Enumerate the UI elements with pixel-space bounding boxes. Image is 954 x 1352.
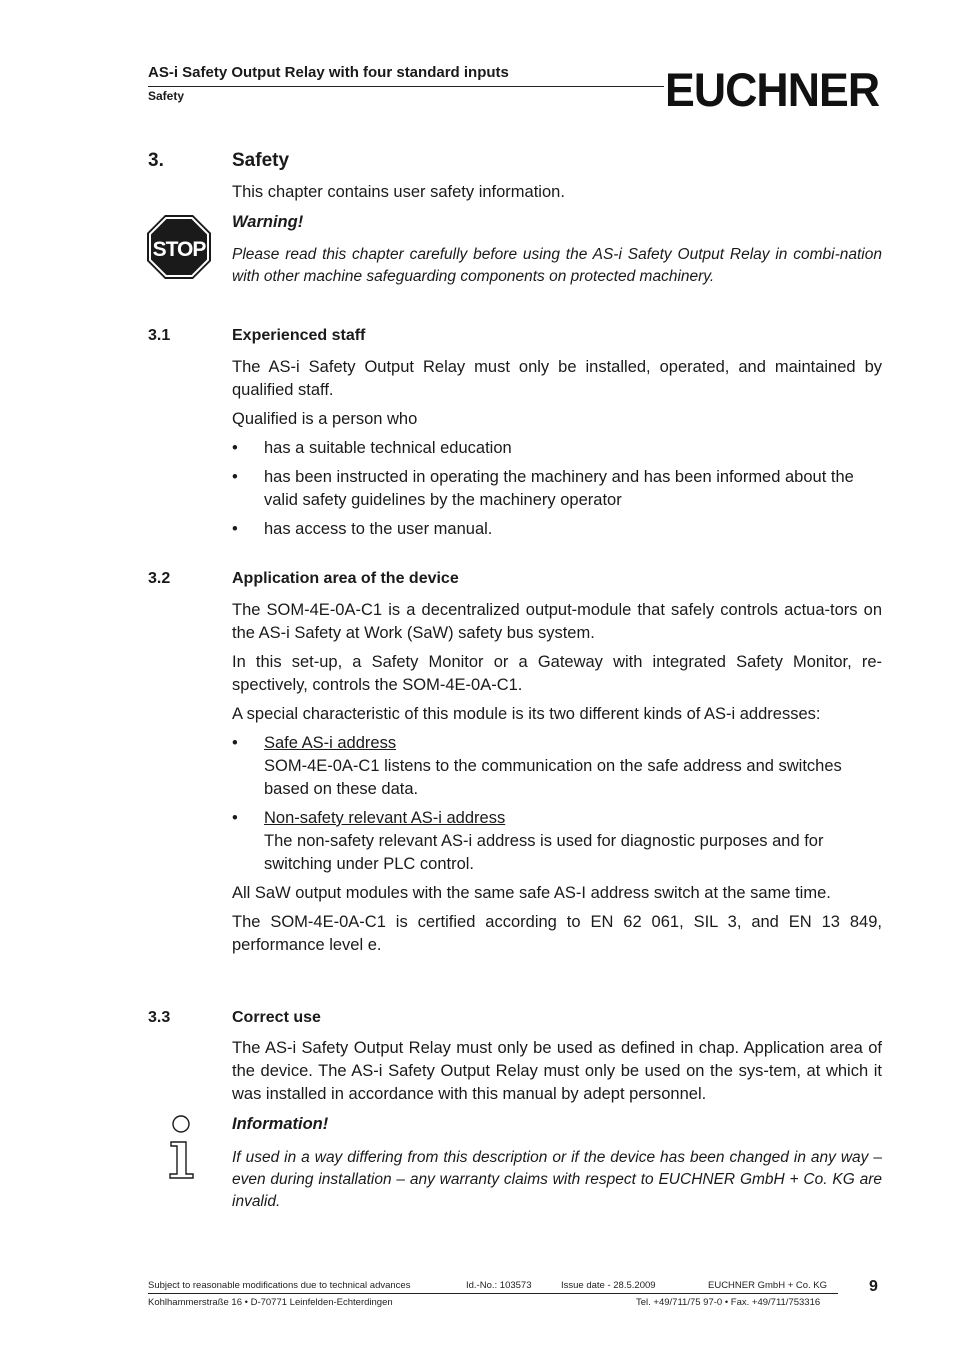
bullet-glyph: • bbox=[232, 468, 238, 486]
euchner-logo: EUCHNER bbox=[665, 63, 880, 116]
list-item bbox=[232, 518, 882, 541]
section-number: 3.3 bbox=[148, 1009, 171, 1026]
list-item bbox=[232, 437, 882, 460]
list-item-text: has been instructed in operating the machinery and has been informed about the valid safety guidelines by the machinery operator bbox=[264, 468, 854, 509]
bullet-glyph: • bbox=[232, 809, 238, 827]
header-rule bbox=[148, 86, 664, 87]
section-3-3-body bbox=[232, 1037, 882, 1112]
header-subtitle: Safety bbox=[148, 89, 185, 103]
footer-id: Id.-No.: 103573 bbox=[466, 1280, 532, 1291]
bullet-list bbox=[232, 437, 882, 541]
section-3-2-body bbox=[232, 599, 882, 963]
info-block bbox=[232, 1113, 882, 1213]
footer-disclaimer: Subject to reasonable modifications due to technical advances bbox=[148, 1280, 411, 1291]
bullet-glyph: • bbox=[232, 520, 238, 538]
list-item-title: Non-safety relevant AS-i address bbox=[264, 809, 506, 827]
stop-sign-label: STOP bbox=[152, 238, 206, 261]
section-title: Safety bbox=[232, 150, 290, 171]
list-item bbox=[232, 807, 882, 876]
section-title: Experienced staff bbox=[232, 327, 366, 344]
stop-sign-icon bbox=[146, 214, 212, 280]
list-item-text: has a suitable technical education bbox=[264, 439, 512, 457]
address-list bbox=[232, 732, 882, 876]
paragraph: The SOM-4E-0A-C1 is a decentralized output-module that safely controls actua-tors on the AS-i Safety at Work (SaW) safety bus system. bbox=[232, 601, 882, 642]
info-text: If used in a way differing from this description or if the device has been changed in any way – even during installation – any warranty claims with respect to EUCHNER GmbH + Co. KG are invalid. bbox=[232, 1149, 882, 1210]
intro-paragraph: This chapter contains user safety information. bbox=[232, 183, 565, 201]
paragraph: Qualified is a person who bbox=[232, 410, 418, 428]
warning-title: Warning! bbox=[232, 213, 304, 231]
warning-block bbox=[232, 211, 882, 288]
footer-address: Kohlhammerstraße 16 • D-70771 Leinfelden-Echterdingen bbox=[148, 1297, 393, 1308]
page-number: 9 bbox=[869, 1278, 878, 1295]
paragraph: The AS-i Safety Output Relay must only be installed, operated, and maintained by qualified staff. bbox=[232, 358, 882, 399]
paragraph: In this set-up, a Safety Monitor or a Gateway with integrated Safety Monitor, re-spectively, controls the SOM-4E-0A-C1. bbox=[232, 653, 882, 694]
paragraph: All SaW output modules with the same safe AS-I address switch at the same time. bbox=[232, 884, 831, 902]
paragraph: The AS-i Safety Output Relay must only be used as defined in chap. Application area of the device. The AS-i Safety Output Relay must only be used on the sys-tem, at which it was installed in accordance with this manual by adept personnel. bbox=[232, 1039, 882, 1103]
section-intro bbox=[232, 181, 882, 210]
bullet-glyph: • bbox=[232, 734, 238, 752]
list-item-text: SOM-4E-0A-C1 listens to the communication on the safe address and switches based on these data. bbox=[264, 757, 842, 798]
footer-rule bbox=[148, 1293, 838, 1294]
footer-contact: Tel. +49/711/75 97-0 • Fax. +49/711/753316 bbox=[636, 1297, 821, 1308]
list-item-title: Safe AS-i address bbox=[264, 734, 397, 752]
footer-issue-date: Issue date - 28.5.2009 bbox=[561, 1280, 656, 1291]
list-item bbox=[232, 466, 882, 512]
list-item-text: The non-safety relevant AS-i address is used for diagnostic purposes and for switching under PLC control. bbox=[264, 832, 824, 873]
paragraph: A special characteristic of this module is its two different kinds of AS-i addresses: bbox=[232, 705, 821, 723]
section-3-1-body bbox=[232, 356, 882, 547]
list-item-text: has access to the user manual. bbox=[264, 520, 493, 538]
info-title: Information! bbox=[232, 1115, 329, 1133]
warning-text: Please read this chapter carefully before using the AS-i Safety Output Relay in combi-nation with other machine safeguarding components on protected machinery. bbox=[232, 246, 882, 285]
info-icon bbox=[165, 1114, 197, 1180]
section-title: Application area of the device bbox=[232, 570, 459, 587]
section-title: Correct use bbox=[232, 1009, 321, 1026]
footer-company: EUCHNER GmbH + Co. KG bbox=[708, 1280, 828, 1291]
list-item bbox=[232, 732, 882, 801]
header-title: AS-i Safety Output Relay with four standard inputs bbox=[148, 64, 509, 81]
section-number: 3. bbox=[148, 150, 164, 171]
bullet-glyph: • bbox=[232, 439, 238, 457]
section-number: 3.1 bbox=[148, 327, 171, 344]
section-number: 3.2 bbox=[148, 570, 171, 587]
paragraph: The SOM-4E-0A-C1 is certified according to EN 62 061, SIL 3, and EN 13 849, performance level e. bbox=[232, 913, 882, 954]
